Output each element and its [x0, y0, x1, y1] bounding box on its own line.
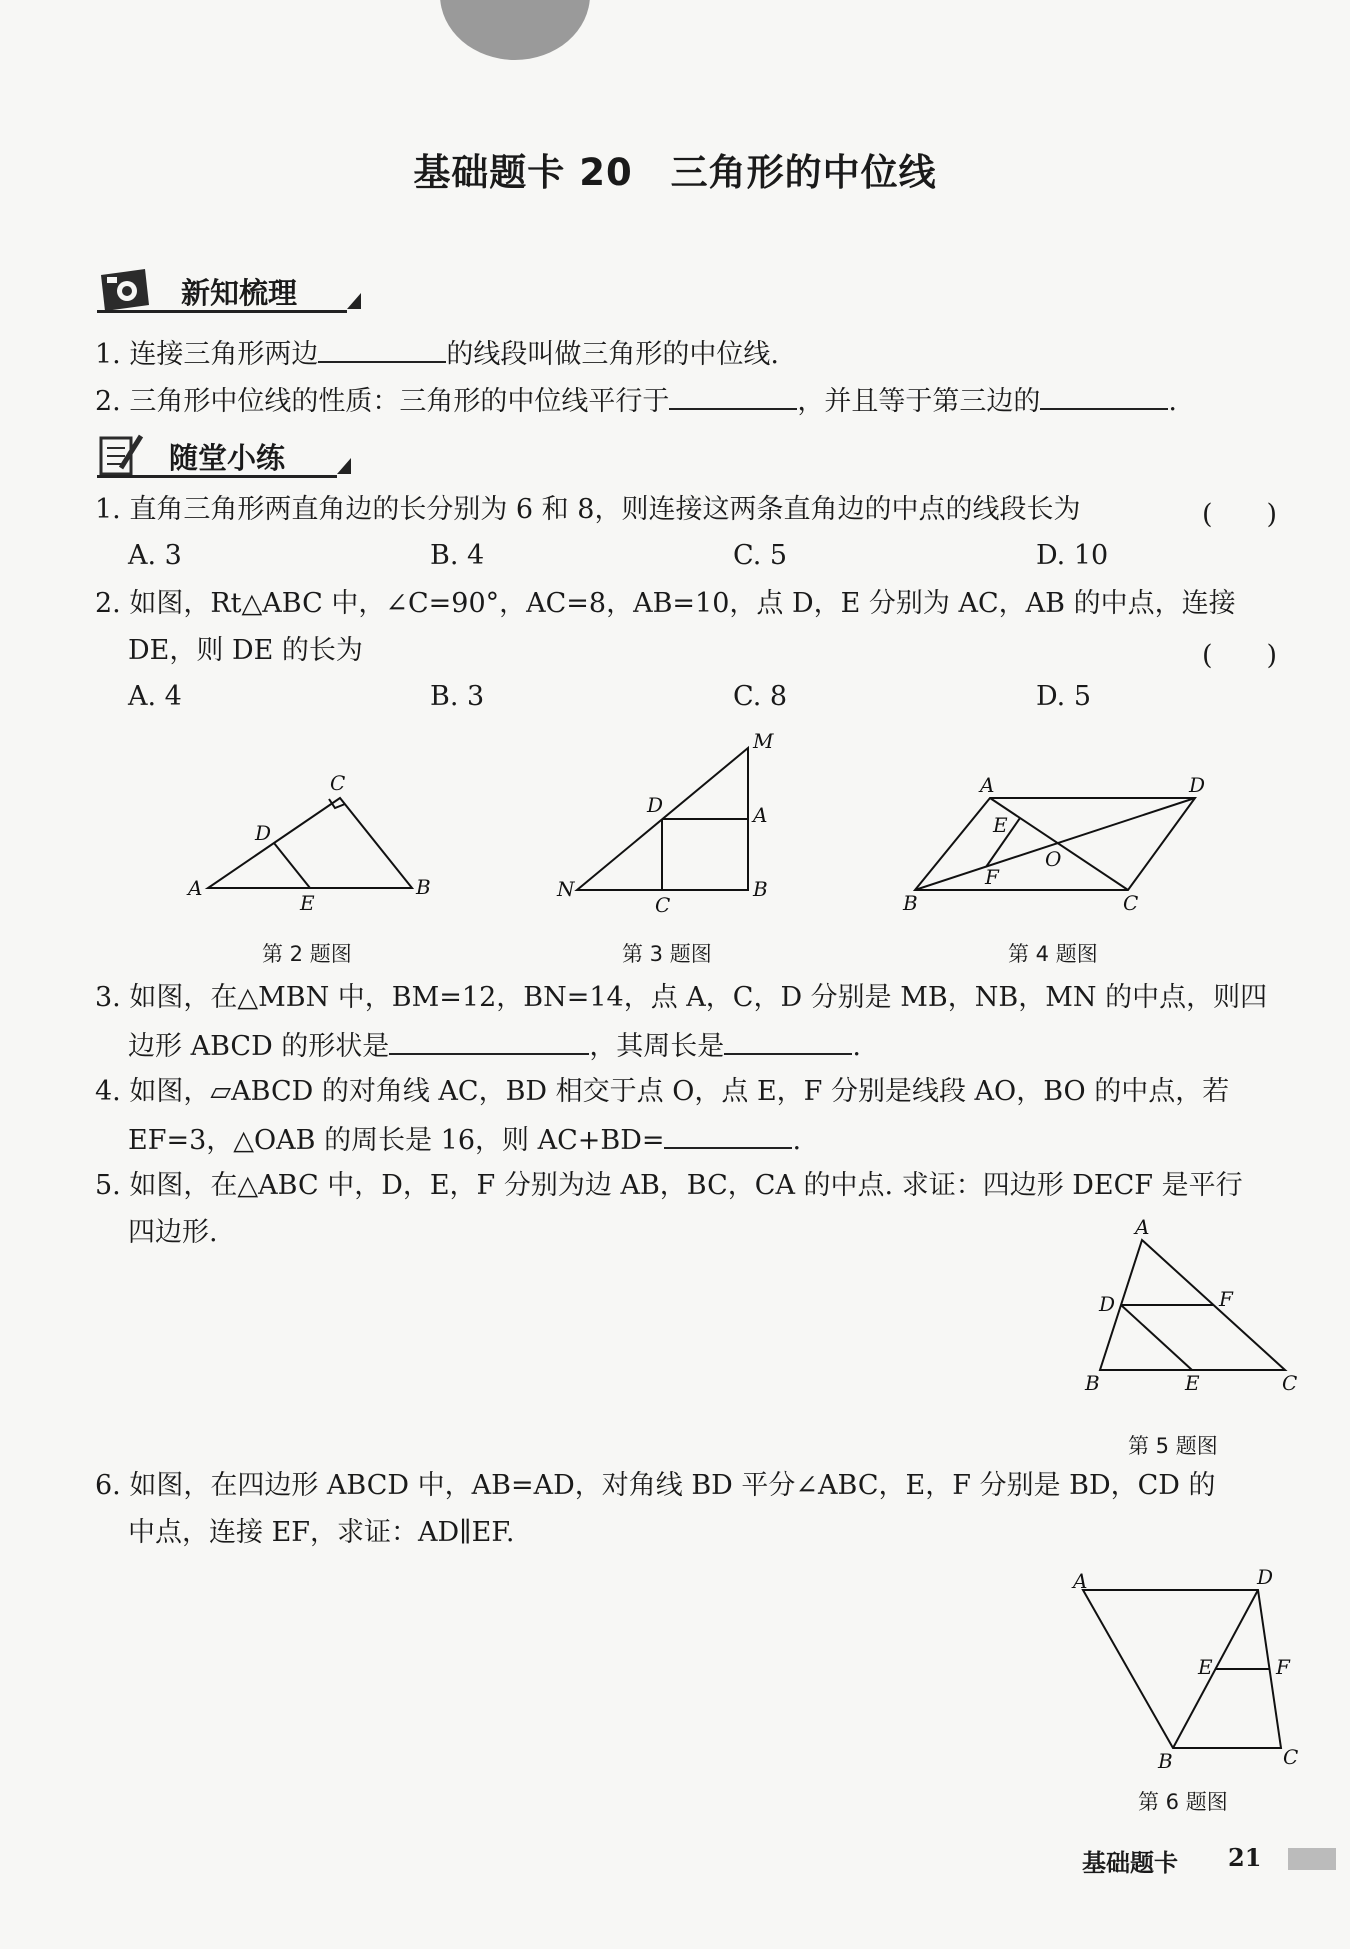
option-c[interactable]: C. 8 [733, 681, 788, 712]
question-5-line-1: 5. 如图，在△ABC 中，D，E，F 分别为边 AB，BC，CA 的中点. 求证：四边形 DECF 是平行 [95, 1170, 1243, 1201]
point-label: D [1189, 773, 1206, 797]
page-title: 基础题卡 20 三角形的中位线 [413, 151, 937, 194]
figure-caption: 第 4 题图 [1008, 942, 1098, 966]
text: ，并且等于第三边的 [797, 386, 1041, 417]
answer-blank[interactable] [664, 1121, 792, 1149]
option-b[interactable]: B. 3 [430, 681, 485, 712]
concept-line-2 [95, 382, 1177, 420]
text: 的线段叫做三角形的中位线. [446, 339, 779, 370]
point-label: F [1276, 1655, 1290, 1679]
answer-blank[interactable] [318, 335, 446, 363]
option-b[interactable]: B. 4 [430, 540, 485, 571]
point-label: C [1123, 891, 1139, 915]
section-title: 随堂小练 [169, 441, 286, 475]
question-5-line-2: 四边形. [128, 1217, 218, 1248]
point-label: C [330, 771, 346, 795]
question-3-line-2 [128, 1027, 861, 1065]
text: . [792, 1125, 802, 1156]
question-4-line-2 [128, 1121, 801, 1159]
text: ，其周长是 [589, 1031, 725, 1062]
question-4-line-1: 4. 如图，▱ABCD 的对角线 AC，BD 相交于点 O，点 E，F 分别是线段 AO，BO 的中点，若 [95, 1076, 1230, 1107]
point-label: A [980, 773, 995, 797]
point-label: D [255, 821, 272, 845]
point-label: C [655, 893, 671, 917]
text: EF=3，△OAB 的周长是 16，则 AC+BD= [128, 1125, 665, 1156]
divider [97, 310, 347, 313]
figure-3-diagram [555, 730, 795, 920]
question-6-line-1: 6. 如图，在四边形 ABCD 中，AB=AD，对角线 BD 平分∠ABC，E，F 分别是 BD，CD 的 [95, 1470, 1216, 1501]
point-label: N [557, 877, 575, 901]
question-2-line-1: 2. 如图，Rt△ABC 中，∠C=90°，AC=8，AB=10，点 D，E 分别为 AC，AB 的中点，连接 [95, 588, 1236, 619]
text: . [1168, 386, 1177, 417]
top-decoration [440, 0, 590, 60]
question-3-line-1: 3. 如图，在△MBN 中，BM=12，BN=14，点 A，C，D 分别是 MB，NB，MN 的中点，则四 [95, 982, 1268, 1013]
answer-paren[interactable]: ( ) [1202, 640, 1278, 671]
point-label: A [188, 876, 203, 900]
point-label: A [1135, 1218, 1150, 1239]
point-label: D [647, 793, 664, 817]
page-number: 21 [1228, 1843, 1262, 1872]
camera-icon [97, 265, 155, 313]
option-a[interactable]: A. 4 [128, 681, 182, 712]
point-label: E [300, 891, 315, 915]
figure-5-diagram [1075, 1218, 1305, 1398]
section-title: 新知梳理 [181, 276, 298, 310]
answer-paren[interactable]: ( ) [1202, 499, 1278, 530]
figure-caption: 第 5 题图 [1128, 1434, 1218, 1458]
footer-label: 基础题卡 [1082, 1849, 1178, 1877]
point-label: D [1099, 1292, 1116, 1316]
text: 1. 连接三角形两边 [95, 339, 319, 370]
concept-line-1 [95, 335, 779, 373]
point-label: M [753, 730, 774, 753]
point-label: C [1283, 1745, 1299, 1769]
point-label: A [1073, 1569, 1088, 1593]
point-label: E [993, 813, 1008, 837]
figure-caption: 第 3 题图 [622, 942, 712, 966]
option-d[interactable]: D. 10 [1036, 540, 1109, 571]
option-c[interactable]: C. 5 [733, 540, 788, 571]
point-label: B [903, 891, 918, 915]
text: 2. 三角形中位线的性质：三角形的中位线平行于 [95, 386, 670, 417]
point-label: F [1219, 1287, 1233, 1311]
point-label: B [1085, 1371, 1100, 1395]
section-header-new-knowledge [97, 265, 365, 313]
figure-2-diagram [180, 760, 450, 920]
question-6-line-2: 中点，连接 EF，求证：AD∥EF. [128, 1517, 515, 1548]
answer-blank[interactable] [1040, 382, 1168, 410]
point-label: C [1282, 1371, 1298, 1395]
triangle-marker [337, 458, 351, 474]
answer-blank[interactable] [389, 1027, 589, 1055]
point-label: O [1045, 847, 1062, 871]
point-label: E [1198, 1655, 1213, 1679]
text: 边形 ABCD 的形状是 [128, 1031, 390, 1062]
option-d[interactable]: D. 5 [1036, 681, 1092, 712]
point-label: B [1158, 1749, 1173, 1773]
question-2-line-2: DE，则 DE 的长为 [128, 635, 363, 666]
footer-bar [1288, 1848, 1336, 1870]
question-1-text: 1. 直角三角形两直角边的长分别为 6 和 8，则连接这两条直角边的中点的线段长为 [95, 494, 1081, 525]
figure-6-diagram [1065, 1560, 1315, 1780]
divider [97, 475, 337, 478]
figure-4-diagram [895, 770, 1225, 920]
point-label: F [985, 865, 999, 889]
answer-blank[interactable] [669, 382, 797, 410]
option-a[interactable]: A. 3 [128, 540, 182, 571]
figure-caption: 第 6 题图 [1138, 1790, 1228, 1814]
section-header-practice [97, 430, 355, 478]
point-label: B [416, 875, 431, 899]
point-label: B [753, 877, 768, 901]
point-label: A [753, 803, 768, 827]
text: . [852, 1031, 861, 1062]
notebook-pen-icon [97, 430, 145, 478]
answer-blank[interactable] [724, 1027, 852, 1055]
point-label: E [1185, 1371, 1200, 1395]
triangle-marker [347, 293, 361, 309]
point-label: D [1257, 1565, 1274, 1589]
figure-caption: 第 2 题图 [262, 942, 352, 966]
